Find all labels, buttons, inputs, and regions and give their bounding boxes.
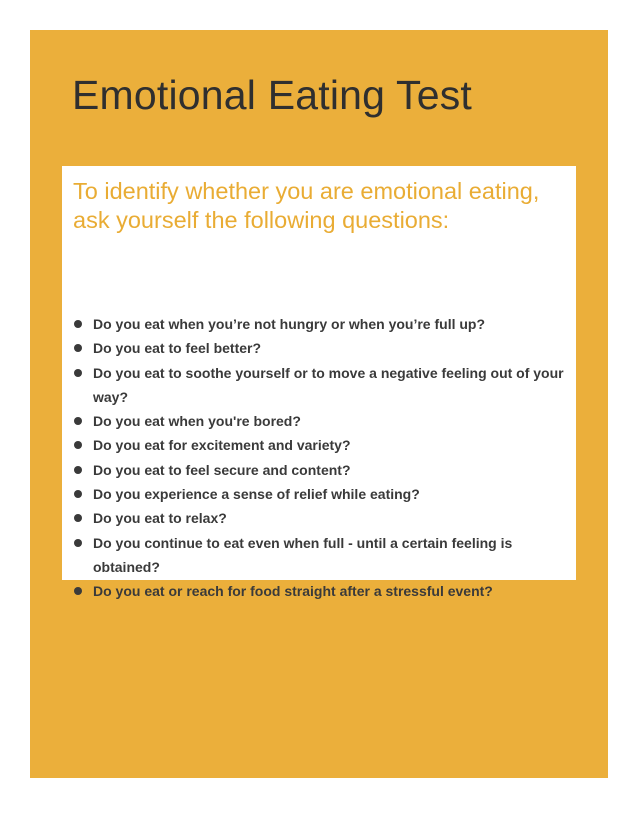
- orange-panel: [30, 30, 608, 778]
- list-item: [73, 506, 571, 530]
- list-item: [73, 433, 571, 457]
- question-text: Do you experience a sense of relief while eating?: [93, 486, 420, 503]
- bullet-dot-icon: [74, 587, 82, 595]
- question-text: Do you eat to relax?: [93, 510, 227, 527]
- intro-text: To identify whether you are emotional eating, ask yourself the following questions:: [73, 178, 540, 233]
- question-text: Do you eat to feel better?: [93, 340, 262, 357]
- bullet-dot-icon: [74, 417, 82, 425]
- question-text: Do you eat or reach for food straight after a stressful event?: [93, 583, 493, 600]
- bullet-dot-icon: [74, 320, 82, 328]
- question-text: Do you eat for excitement and variety?: [93, 437, 351, 454]
- bullet-dot-icon: [74, 441, 82, 449]
- bullet-dot-icon: [74, 344, 82, 352]
- list-item: [73, 458, 571, 482]
- list-item: [73, 579, 571, 603]
- bullet-dot-icon: [74, 514, 82, 522]
- question-text: Do you eat when you're bored?: [93, 413, 301, 430]
- list-item: [73, 336, 571, 360]
- question-list: [73, 312, 571, 604]
- list-item: [73, 531, 571, 580]
- bullet-dot-icon: [74, 466, 82, 474]
- questions-card: [62, 166, 576, 600]
- question-text: Do you eat to soothe yourself or to move a negative feeling out of your way?: [93, 364, 564, 405]
- list-item: [73, 409, 571, 433]
- list-item: [73, 361, 571, 410]
- bullet-dot-icon: [74, 539, 82, 547]
- question-text: Do you eat when you’re not hungry or when you’re full up?: [93, 316, 486, 332]
- question-text: Do you eat to feel secure and content?: [93, 461, 351, 478]
- list-item: [73, 312, 571, 336]
- question-text: Do you continue to eat even when full - until a certain feeling is obtained?: [93, 534, 513, 575]
- list-item: [73, 482, 571, 506]
- bullet-dot-icon: [74, 369, 82, 377]
- page-title: Emotional Eating Test: [72, 72, 473, 118]
- bullet-dot-icon: [74, 490, 82, 498]
